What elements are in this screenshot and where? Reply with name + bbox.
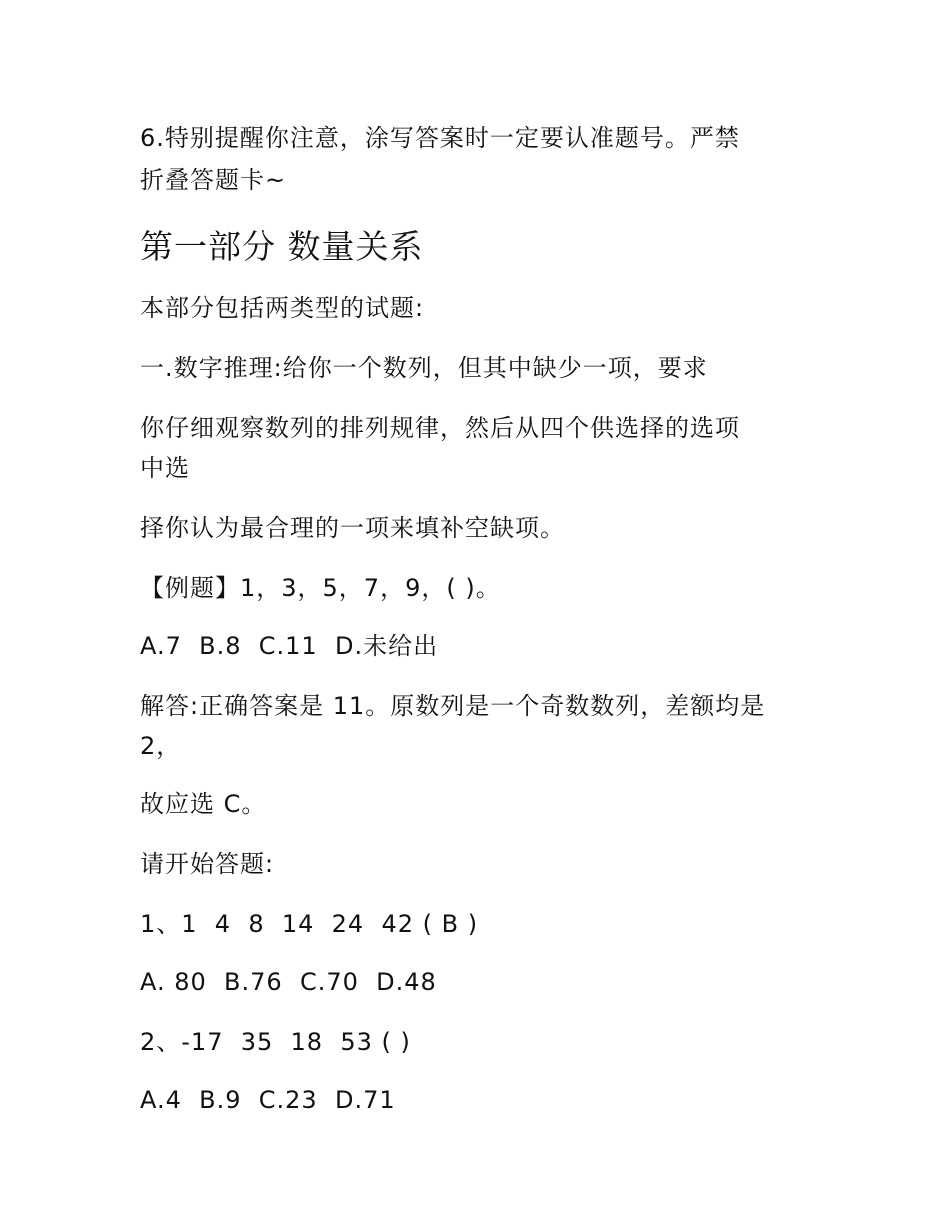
example-answer-line-2: 2， <box>140 732 182 760</box>
start-prompt: 请开始答题: <box>140 850 275 878</box>
section-title: 第一部分 数量关系 <box>140 227 424 266</box>
notice-line-1: 6.特别提醒你注意，涂写答案时一定要认准题号。严禁 <box>140 124 740 152</box>
notice-line-2: 折叠答题卡~ <box>140 166 287 194</box>
example-options: A.7 B.8 C.11 D.未给出 <box>140 632 439 660</box>
example-answer-line-3: 故应选 C。 <box>140 790 267 818</box>
example-answer-line-1: 解答:正确答案是 11。原数列是一个奇数数列，差额均是 <box>140 692 766 720</box>
example-question: 【例题】1，3，5，7，9，( )。 <box>140 574 501 602</box>
question-1-options: A. 80 B.76 C.70 D.48 <box>140 968 437 996</box>
question-2-options: A.4 B.9 C.23 D.71 <box>140 1086 396 1114</box>
type1-line-3: 择你认为最合理的一项来填补空缺项。 <box>140 514 565 542</box>
question-1-stem: 1、1 4 8 14 24 42 ( B ) <box>140 910 479 938</box>
question-2-stem: 2、-17 35 18 53 ( ) <box>140 1028 411 1056</box>
type1-line-2b: 中选 <box>140 454 190 482</box>
type1-line-2a: 你仔细观察数列的排列规律，然后从四个供选择的选项 <box>140 414 740 442</box>
intro-text: 本部分包括两类型的试题: <box>140 294 425 322</box>
type1-line-1: 一.数字推理:给你一个数列，但其中缺少一项，要求 <box>140 354 708 382</box>
